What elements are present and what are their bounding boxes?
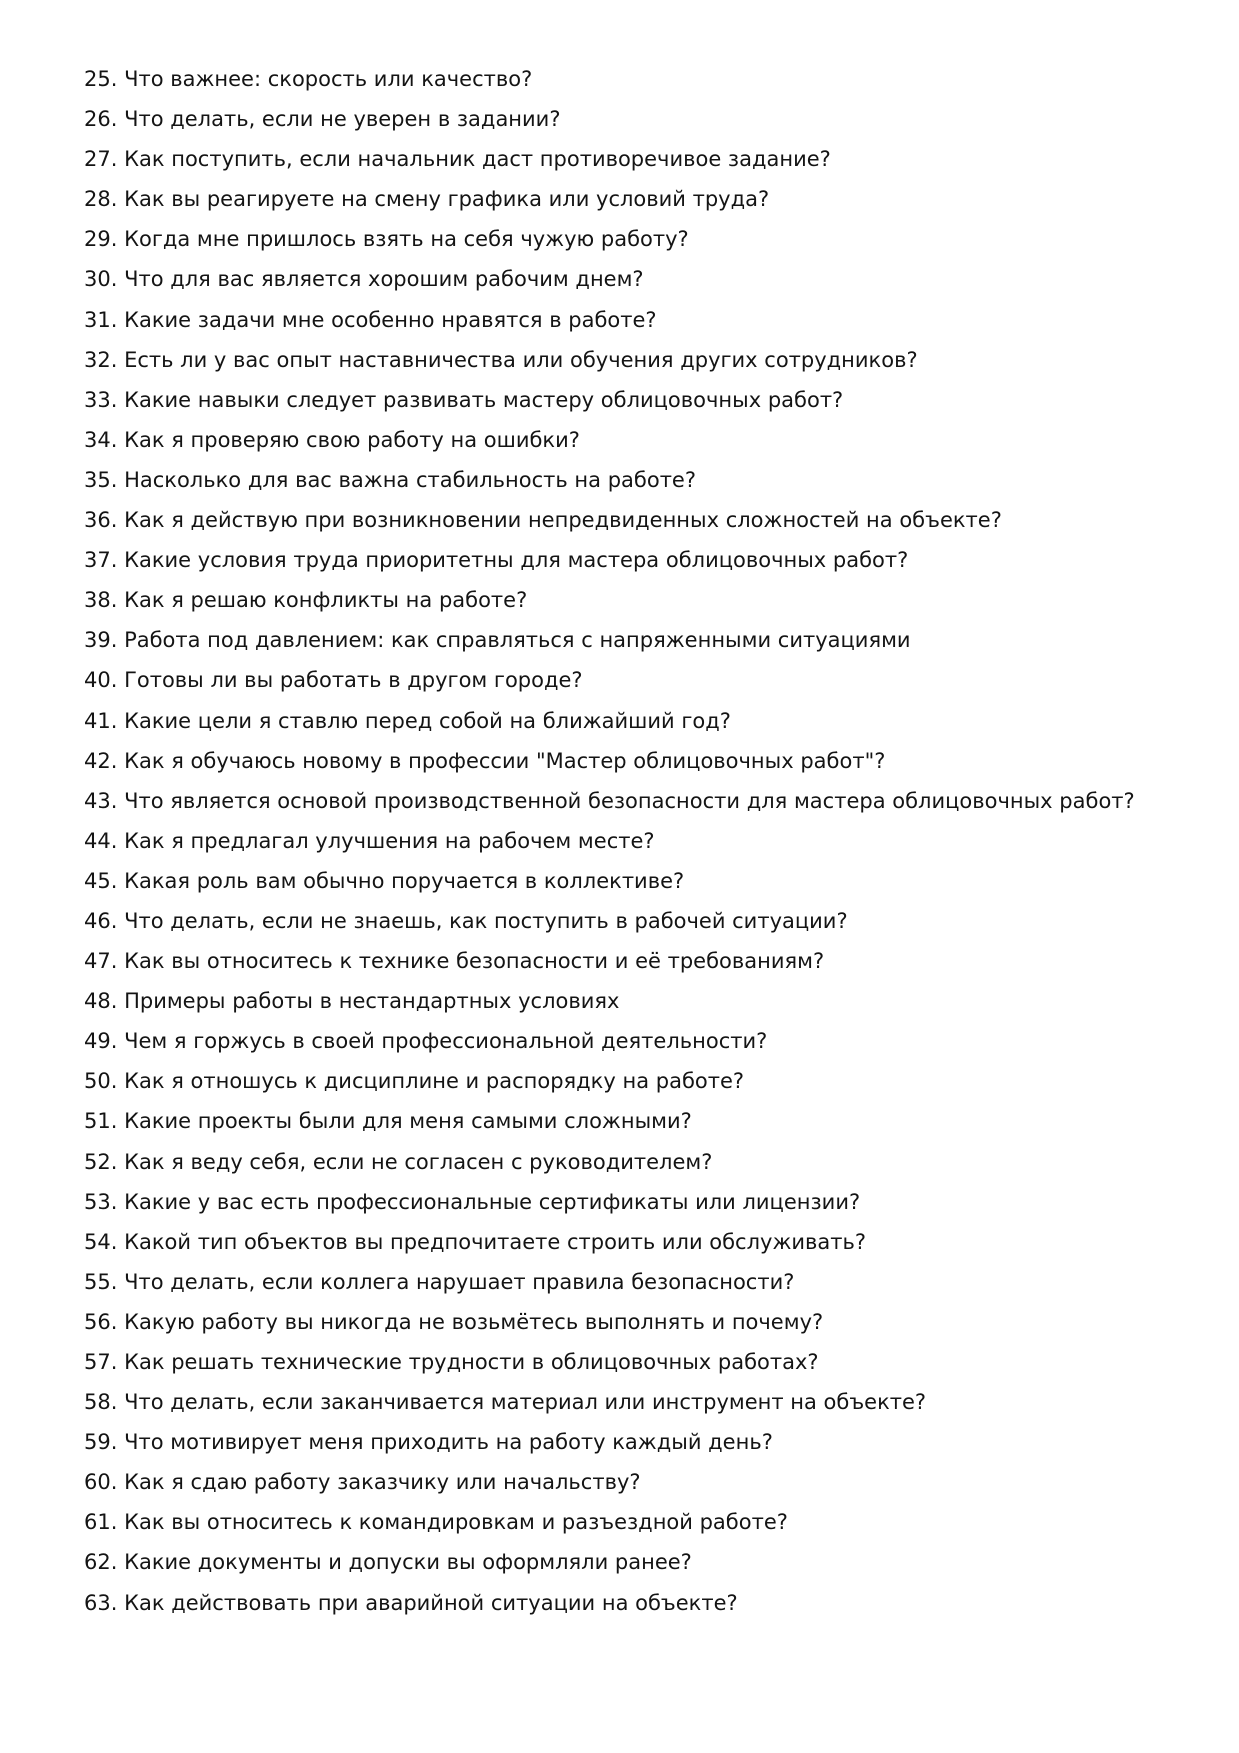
question-item: 48. Примеры работы в нестандартных условиях <box>84 989 620 1014</box>
question-item: 30. Что для вас является хорошим рабочим днем? <box>84 267 644 292</box>
question-item: 47. Как вы относитесь к технике безопасности и её требованиям? <box>84 949 825 974</box>
question-item: 53. Какие у вас есть профессиональные сертификаты или лицензии? <box>84 1189 861 1214</box>
question-item: 44. Как я предлагал улучшения на рабочем месте? <box>84 828 655 853</box>
question-item: 63. Как действовать при аварийной ситуации на объекте? <box>84 1590 738 1615</box>
question-item: 29. Когда мне пришлось взять на себя чужую работу? <box>84 227 689 252</box>
question-item: 41. Какие цели я ставлю перед собой на ближайший год? <box>84 708 731 733</box>
question-item: 38. Как я решаю конфликты на работе? <box>84 588 528 613</box>
question-item: 56. Какую работу вы никогда не возьмётесь выполнять и почему? <box>84 1309 824 1334</box>
question-item: 35. Насколько для вас важна стабильность на работе? <box>84 467 696 492</box>
question-item: 37. Какие условия труда приоритетны для мастера облицовочных работ? <box>84 548 909 573</box>
question-item: 54. Какой тип объектов вы предпочитаете строить или обслуживать? <box>84 1229 867 1254</box>
question-item: 31. Какие задачи мне особенно нравятся в работе? <box>84 307 657 332</box>
question-item: 40. Готовы ли вы работать в другом городе? <box>84 668 583 693</box>
question-item: 27. Как поступить, если начальник даст противоречивое задание? <box>84 147 831 172</box>
question-item: 61. Как вы относитесь к командировкам и разъездной работе? <box>84 1510 788 1535</box>
question-item: 45. Какая роль вам обычно поручается в коллективе? <box>84 868 685 893</box>
question-item: 42. Как я обучаюсь новому в профессии "Мастер облицовочных работ"? <box>84 748 886 773</box>
question-item: 60. Как я сдаю работу заказчику или начальству? <box>84 1470 641 1495</box>
question-item: 28. Как вы реагируете на смену графика или условий труда? <box>84 187 770 212</box>
question-item: 26. Что делать, если не уверен в задании? <box>84 107 561 132</box>
question-item: 52. Как я веду себя, если не согласен с руководителем? <box>84 1149 713 1174</box>
question-item: 59. Что мотивирует меня приходить на работу каждый день? <box>84 1430 773 1455</box>
question-item: 49. Чем я горжусь в своей профессиональной деятельности? <box>84 1029 768 1054</box>
question-list <box>84 59 1164 1623</box>
question-item: 57. Как решать технические трудности в облицовочных работах? <box>84 1350 819 1374</box>
question-item: 43. Что является основой производственной безопасности для мастера облицовочных работ? <box>84 788 1135 813</box>
question-item: 39. Работа под давлением: как справляться с напряженными ситуациями <box>84 628 911 653</box>
question-item: 58. Что делать, если заканчивается материал или инструмент на объекте? <box>84 1390 927 1415</box>
question-item: 46. Что делать, если не знаешь, как поступить в рабочей ситуации? <box>84 908 848 933</box>
question-item: 32. Есть ли у вас опыт наставничества или обучения других сотрудников? <box>84 347 918 372</box>
question-item: 50. Как я отношусь к дисциплине и распорядку на работе? <box>84 1069 745 1094</box>
question-item: 25. Что важнее: скорость или качество? <box>84 67 533 91</box>
question-item: 33. Какие навыки следует развивать мастеру облицовочных работ? <box>84 387 844 412</box>
question-item: 36. Как я действую при возникновении непредвиденных сложностей на объекте? <box>84 508 1002 533</box>
question-item: 55. Что делать, если коллега нарушает правила безопасности? <box>84 1269 795 1294</box>
question-item: 51. Какие проекты были для меня самыми сложными? <box>84 1109 692 1134</box>
question-item: 62. Какие документы и допуски вы оформляли ранее? <box>84 1550 692 1575</box>
question-item: 34. Как я проверяю свою работу на ошибки? <box>84 427 580 452</box>
